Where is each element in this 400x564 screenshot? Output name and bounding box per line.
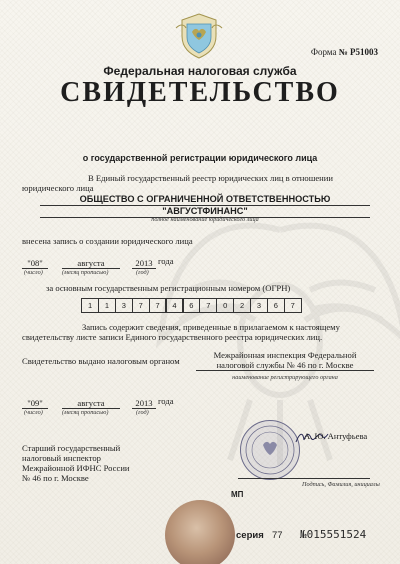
document-subtitle: о государственной регистрации юридического лица (82, 153, 318, 163)
ogrn-digit: 2 (233, 298, 251, 313)
issuer-name (196, 350, 374, 371)
signature-line (238, 478, 370, 479)
issuer-caption: наименование регистрирующего органа (232, 374, 338, 381)
official-seal-icon (240, 420, 300, 480)
ogrn-digit: 6 (183, 298, 201, 313)
form-number-value: № Р51003 (338, 47, 378, 57)
registration-month-caption: (месяц прописью) (62, 269, 109, 276)
tax-service-emblem-icon (172, 10, 226, 60)
registration-month: августа (62, 258, 120, 269)
issue-month: августа (62, 398, 120, 409)
series-label: серия (236, 530, 264, 541)
signer-title-line: № 46 по г. Москве (22, 473, 89, 483)
signer-title-line: налоговый инспектор (22, 453, 101, 463)
issuer-name-line-1: Межрайонная инспекция Федеральной (213, 350, 357, 360)
ogrn-digit: 3 (250, 298, 268, 313)
form-number (311, 47, 378, 57)
agency-name: Федеральная налоговая служба (103, 64, 297, 78)
ogrn-label: за основным государственным регистрационным номером (ОГРН) (46, 283, 291, 293)
ogrn-digit: 6 (267, 298, 285, 313)
ogrn-digit: 7 (132, 298, 150, 313)
registration-year-suffix: года (158, 256, 174, 266)
ogrn-digit: 4 (166, 298, 184, 313)
organization-name-line-2: "АВГУСТФИНАНС" (40, 206, 370, 218)
issue-year: 2013 (132, 398, 156, 409)
issue-day-caption: (число) (24, 409, 43, 416)
signer-title-line: Межрайонной ИФНС России (22, 463, 130, 473)
info-line-2: свидетельству листе записи Единого государственного реестра юридических лиц. (22, 332, 323, 342)
issue-year-suffix: года (158, 396, 174, 406)
ogrn-digit: 7 (199, 298, 217, 313)
document-title: СВИДЕТЕЛЬСТВО (60, 77, 340, 108)
registration-year-caption: (год) (136, 269, 149, 276)
seal-place-mark: МП (231, 490, 244, 499)
record-text: внесена запись о создании юридического лица (22, 236, 193, 246)
registration-day: "08" (22, 258, 48, 269)
ogrn-digit: 1 (81, 298, 99, 313)
ogrn-digit: 0 (216, 298, 234, 313)
ogrn-digit: 3 (115, 298, 133, 313)
intro-line-1: В Единый государственный реестр юридических лиц в отношении (88, 173, 333, 183)
issue-month-caption: (месяц прописью) (62, 409, 109, 416)
form-number-label: Форма (310, 47, 337, 57)
intro-line-2: юридического лица (22, 183, 94, 193)
series-number: №015551524 (300, 528, 367, 541)
ogrn-digit: 7 (284, 298, 302, 313)
registration-day-caption: (число) (24, 269, 43, 276)
signer-name: А. Ю. Антуфьева (304, 431, 368, 441)
info-line-1: Запись содержит сведения, приведенные в прилагаемом к настоящему (82, 322, 340, 332)
organization-name-caption: полное наименование юридического лица (151, 216, 259, 223)
seal-emblem-icon (241, 421, 299, 479)
registration-year: 2013 (132, 258, 156, 269)
issued-by-label: Свидетельство выдано налоговым органом (22, 356, 180, 366)
organization-name-line-1: ОБЩЕСТВО С ОГРАНИЧЕННОЙ ОТВЕТСТВЕННОСТЬЮ (40, 194, 370, 206)
hologram-sticker-icon (165, 500, 235, 564)
ogrn-grid (82, 298, 302, 313)
series-code: 77 (272, 530, 283, 541)
issuer-name-line-2: налоговой службы № 46 по г. Москве (196, 360, 374, 371)
ogrn-digit: 7 (149, 298, 167, 313)
organization-name (40, 194, 370, 218)
signer-caption: Подпись, Фамилия, инициалы (302, 481, 380, 488)
ogrn-digit: 1 (98, 298, 116, 313)
issue-day: "09" (22, 398, 48, 409)
issue-year-caption: (год) (136, 409, 149, 416)
signer-title-line: Старший государственный (22, 443, 121, 453)
signer-title (22, 443, 130, 483)
